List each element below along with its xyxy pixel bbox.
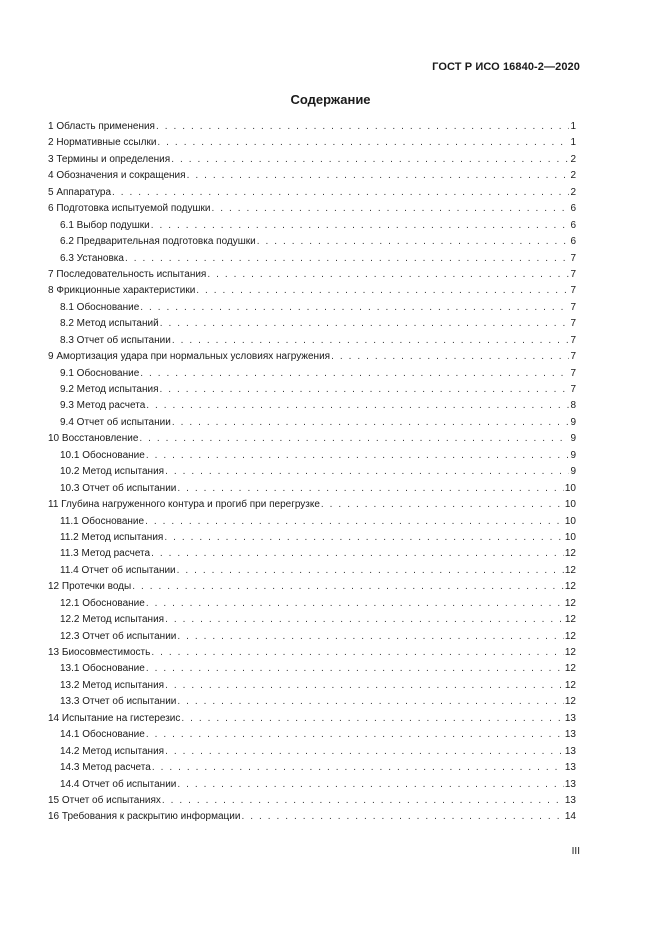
toc-entry-page: 10 [564, 482, 576, 494]
toc-entry-page: 12 [564, 614, 576, 626]
toc-dot-leader [177, 629, 563, 645]
toc-dot-leader [172, 415, 570, 431]
toc-dot-leader [164, 530, 564, 546]
toc-subsection-entry[interactable] [48, 678, 576, 694]
toc-entry-title: 2 Нормативные ссылки [48, 137, 157, 149]
toc-entry-page: 10 [564, 499, 576, 511]
toc-entry-page: 12 [564, 663, 576, 675]
toc-entry-title: 13.2 Метод испытания [60, 679, 165, 691]
toc-section-entry[interactable] [48, 711, 576, 727]
toc-dot-leader [257, 234, 570, 250]
toc-entry-page: 2 [570, 170, 576, 182]
toc-entry-page: 7 [570, 318, 576, 330]
toc-entry-title: 14.4 Отчет об испытании [60, 778, 177, 790]
toc-subsection-entry[interactable] [48, 415, 576, 431]
toc-section-entry[interactable] [48, 135, 576, 151]
toc-entry-page: 13 [564, 762, 576, 774]
toc-entry-title: 9.3 Метод расчета [60, 400, 146, 412]
toc-entry-title: 10.2 Метод испытания [60, 466, 165, 478]
toc-dot-leader [241, 809, 563, 825]
toc-dot-leader [160, 382, 570, 398]
toc-section-entry[interactable] [48, 349, 576, 365]
toc-dot-leader [177, 694, 563, 710]
toc-subsection-entry[interactable] [48, 727, 576, 743]
toc-dot-leader [211, 201, 569, 217]
toc-entry-title: 1 Область применения [48, 121, 155, 132]
toc-section-entry[interactable] [48, 579, 576, 595]
toc-dot-leader [165, 744, 564, 760]
toc-entry-title: 6 Подготовка испытуемой подушки [48, 203, 211, 215]
toc-entry-page: 9 [570, 416, 576, 428]
toc-entry-page: 13 [564, 745, 576, 757]
toc-entry-page: 6 [570, 236, 576, 248]
toc-entry-title: 11.1 Обоснование [60, 515, 145, 527]
toc-entry-page: 7 [570, 268, 576, 280]
toc-entry-title: 8.1 Обоснование [60, 301, 140, 313]
toc-entry-title: 14.2 Метод испытания [60, 745, 165, 757]
toc-entry-page: 7 [570, 384, 576, 395]
toc-dot-leader [177, 777, 563, 793]
toc-section-entry[interactable] [48, 119, 576, 135]
toc-subsection-entry[interactable] [48, 546, 576, 562]
toc-dot-leader [140, 366, 569, 382]
toc-dot-leader [156, 119, 569, 135]
toc-entry-page: 2 [570, 153, 576, 165]
toc-entry-page: 7 [570, 351, 576, 363]
toc-dot-leader [145, 514, 564, 530]
toc-dot-leader [177, 563, 564, 579]
toc-section-entry[interactable] [48, 645, 576, 661]
toc-subsection-entry[interactable] [48, 316, 576, 332]
toc-entry-page: 12 [564, 564, 576, 576]
toc-subsection-entry[interactable] [48, 530, 576, 546]
toc-entry-page: 12 [564, 548, 576, 560]
toc-entry-page: 7 [570, 334, 576, 346]
toc-section-entry[interactable] [48, 152, 576, 168]
toc-entry-page: 9 [570, 449, 576, 461]
toc-entry-title: 9.4 Отчет об испытании [60, 416, 171, 428]
toc-entry-title: 6.1 Выбор подушки [60, 219, 150, 231]
toc-entry-title: 13.1 Обоснование [60, 663, 145, 675]
toc-entry-title: 9.2 Метод испытания [60, 384, 159, 395]
toc-section-entry[interactable] [48, 497, 576, 513]
toc-entry-page: 12 [564, 696, 576, 708]
toc-section-entry[interactable] [48, 283, 576, 299]
toc-entry-page: 7 [570, 367, 576, 379]
toc-entry-page: 14 [564, 811, 576, 823]
toc-entry-page: 2 [570, 186, 576, 198]
toc-entry-page: 10 [564, 531, 576, 543]
toc-entry-title: 13.3 Отчет об испытании [60, 696, 177, 708]
toc-entry-title: 6.3 Установка [60, 252, 124, 264]
toc-subsection-entry[interactable] [48, 661, 576, 677]
toc-entry-title: 8 Фрикционные характеристики [48, 285, 196, 297]
document-code-header: ГОСТ Р ИСО 16840-2—2020 [432, 61, 580, 73]
toc-entry-title: 3 Термины и определения [48, 153, 171, 165]
toc-subsection-entry[interactable] [48, 481, 576, 497]
toc-dot-leader [181, 711, 564, 727]
toc-dot-leader [165, 612, 564, 628]
toc-subsection-entry[interactable] [48, 744, 576, 760]
toc-dot-leader [331, 349, 569, 365]
toc-entry-page: 6 [570, 219, 576, 231]
toc-subsection-entry[interactable] [48, 694, 576, 710]
toc-subsection-entry[interactable] [48, 251, 576, 267]
toc-dot-leader [162, 793, 564, 809]
toc-entry-title: 10 Восстановление [48, 433, 139, 445]
toc-subsection-entry[interactable] [48, 448, 576, 464]
toc-section-entry[interactable] [48, 185, 576, 201]
table-of-contents [48, 119, 576, 826]
toc-entry-title: 16 Требования к раскрытию информации [48, 811, 241, 823]
toc-entry-page: 13 [564, 712, 576, 724]
toc-dot-leader [112, 185, 569, 201]
toc-dot-leader [146, 398, 569, 414]
toc-title: Содержание [290, 92, 371, 107]
toc-dot-leader [139, 431, 569, 447]
toc-entry-title: 5 Аппаратура [48, 186, 112, 198]
toc-entry-title: 12.2 Метод испытания [60, 614, 165, 626]
toc-subsection-entry[interactable] [48, 366, 576, 382]
toc-dot-leader [171, 152, 569, 168]
toc-dot-leader [207, 267, 569, 283]
toc-entry-page: 12 [564, 630, 576, 642]
toc-dot-leader [132, 579, 564, 595]
toc-entry-title: 12.1 Обоснование [60, 597, 145, 609]
toc-entry-page: 12 [564, 581, 576, 593]
toc-entry-title: 11.2 Метод испытания [60, 531, 164, 543]
toc-entry-title: 9 Амортизация удара при нормальных условиях нагружения [48, 351, 331, 363]
toc-entry-title: 10.1 Обоснование [60, 449, 145, 461]
toc-subsection-entry[interactable] [48, 333, 576, 349]
toc-subsection-entry[interactable] [48, 464, 576, 480]
toc-dot-leader [140, 300, 569, 316]
toc-entry-page: 1 [570, 137, 576, 149]
toc-entry-page: 9 [570, 466, 576, 478]
toc-entry-title: 11.4 Отчет об испытании [60, 564, 176, 576]
toc-dot-leader [152, 760, 564, 776]
toc-dot-leader [321, 497, 564, 513]
toc-dot-leader [125, 251, 569, 267]
toc-subsection-entry[interactable] [48, 777, 576, 793]
toc-entry-page: 7 [570, 252, 576, 264]
toc-subsection-entry[interactable] [48, 596, 576, 612]
toc-subsection-entry[interactable] [48, 612, 576, 628]
toc-section-entry[interactable] [48, 793, 576, 809]
toc-dot-leader [172, 333, 570, 349]
toc-entry-page: 13 [564, 794, 576, 806]
toc-entry-title: 11 Глубина нагруженного контура и прогиб при перегрузке [48, 499, 320, 511]
toc-subsection-entry[interactable] [48, 234, 576, 250]
toc-entry-page: 12 [564, 647, 576, 658]
toc-entry-title: 7 Последовательность испытания [48, 268, 207, 280]
page-number: III [571, 846, 580, 857]
toc-entry-page: 1 [570, 121, 576, 132]
toc-dot-leader [165, 678, 564, 694]
toc-dot-leader [151, 546, 564, 562]
toc-entry-title: 13 Биосовместимость [48, 647, 151, 658]
toc-entry-title: 11.3 Метод расчета [60, 548, 151, 560]
toc-entry-title: 9.1 Обоснование [60, 367, 140, 379]
toc-dot-leader [196, 283, 569, 299]
toc-dot-leader [177, 481, 563, 497]
toc-entry-page: 12 [564, 679, 576, 691]
toc-dot-leader [146, 596, 564, 612]
toc-subsection-entry[interactable] [48, 300, 576, 316]
toc-entry-title: 12 Протечки воды [48, 581, 132, 593]
toc-entry-page: 7 [570, 301, 576, 313]
toc-subsection-entry[interactable] [48, 514, 576, 530]
toc-entry-page: 7 [570, 285, 576, 297]
toc-subsection-entry[interactable] [48, 563, 576, 579]
toc-entry-page: 8 [570, 400, 576, 412]
toc-dot-leader [160, 316, 570, 332]
toc-section-entry[interactable] [48, 168, 576, 184]
toc-dot-leader [165, 464, 569, 480]
toc-entry-title: 8.3 Отчет об испытании [60, 334, 171, 346]
toc-dot-leader [157, 135, 569, 151]
toc-subsection-entry[interactable] [48, 382, 576, 398]
toc-dot-leader [146, 448, 570, 464]
toc-subsection-entry[interactable] [48, 398, 576, 414]
toc-entry-page: 9 [570, 433, 576, 445]
toc-entry-page: 13 [564, 729, 576, 741]
toc-entry-page: 10 [564, 515, 576, 527]
toc-entry-title: 14.3 Метод расчета [60, 762, 151, 774]
toc-subsection-entry[interactable] [48, 218, 576, 234]
toc-section-entry[interactable] [48, 809, 576, 825]
toc-entry-title: 15 Отчет об испытаниях [48, 794, 161, 806]
toc-entry-page: 13 [564, 778, 576, 790]
toc-dot-leader [151, 218, 570, 234]
toc-entry-title: 14 Испытание на гистерезис [48, 712, 181, 724]
toc-entry-title: 12.3 Отчет об испытании [60, 630, 177, 642]
toc-entry-title: 4 Обозначения и сокращения [48, 170, 186, 182]
toc-subsection-entry[interactable] [48, 629, 576, 645]
toc-entry-title: 10.3 Отчет об испытании [60, 482, 177, 494]
toc-section-entry[interactable] [48, 201, 576, 217]
toc-section-entry[interactable] [48, 267, 576, 283]
toc-entry-page: 6 [570, 203, 576, 215]
toc-dot-leader [146, 661, 564, 677]
toc-dot-leader [146, 727, 564, 743]
toc-entry-title: 8.2 Метод испытаний [60, 318, 159, 330]
toc-entry-title: 14.1 Обоснование [60, 729, 145, 741]
toc-dot-leader [187, 168, 570, 184]
toc-entry-title: 6.2 Предварительная подготовка подушки [60, 236, 256, 248]
toc-subsection-entry[interactable] [48, 760, 576, 776]
toc-entry-page: 12 [564, 597, 576, 609]
toc-section-entry[interactable] [48, 431, 576, 447]
toc-dot-leader [151, 645, 564, 661]
